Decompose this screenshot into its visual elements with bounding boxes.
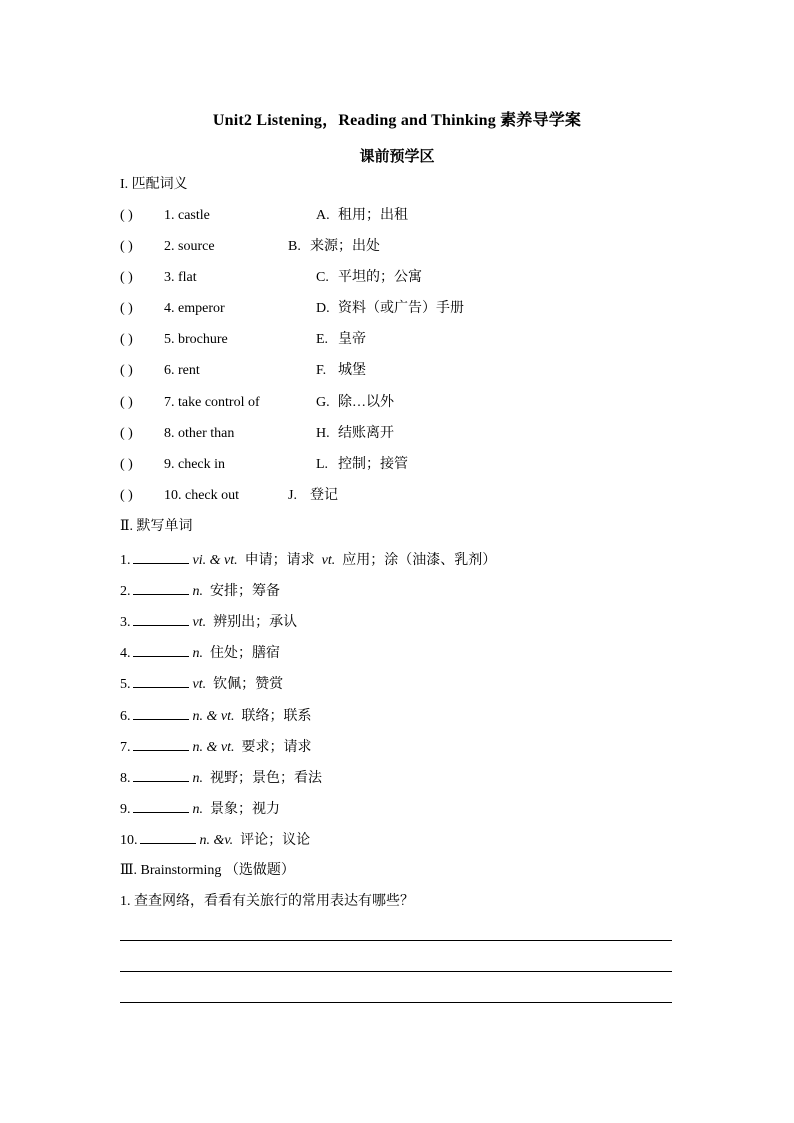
item-number: 2. — [120, 584, 131, 599]
word-blank[interactable] — [133, 767, 189, 782]
word-meaning: 申请；请求 — [244, 553, 315, 568]
answer-blank[interactable]: ( ) — [120, 426, 133, 441]
option-meaning: 资料（或广告）手册 — [338, 301, 464, 316]
term: 8. other than — [164, 426, 235, 441]
matching-option — [316, 393, 394, 413]
part-of-speech: n. & vt. — [192, 709, 235, 724]
matching-option — [316, 299, 464, 319]
word-meaning: 钦佩；赞赏 — [213, 677, 284, 692]
option-meaning: 皇帝 — [338, 332, 366, 347]
part-of-speech: n. &v. — [199, 833, 234, 848]
dictation-item — [120, 673, 283, 695]
dictation-item — [120, 736, 312, 758]
matching-option — [316, 330, 366, 350]
word-meaning: 要求；请求 — [241, 740, 312, 755]
answer-line[interactable] — [120, 1002, 672, 1003]
item-number: 3. — [120, 615, 131, 630]
option-meaning: 租用；出租 — [338, 208, 408, 223]
word-meaning: 联络；联系 — [241, 709, 312, 724]
matching-item — [120, 486, 239, 506]
part-of-speech: n. — [192, 802, 203, 817]
item-number: 7. — [120, 740, 131, 755]
matching-item — [120, 455, 225, 475]
option-letter: E. — [316, 332, 329, 347]
option-letter: B. — [288, 239, 301, 254]
matching-item — [120, 299, 225, 319]
section-2-heading: Ⅱ. 默写单词 — [120, 519, 193, 534]
word-meaning: 安排；筹备 — [210, 584, 280, 599]
term: 10. check out — [164, 488, 240, 503]
page-title: Unit2 Listening，Reading and Thinking 素养导学案 — [212, 112, 582, 129]
matching-option — [288, 237, 380, 257]
matching-item — [120, 268, 197, 288]
term: 3. flat — [164, 270, 197, 285]
dictation-item — [120, 767, 322, 789]
word-meaning: 辨别出；承认 — [213, 615, 298, 630]
answer-blank[interactable]: ( ) — [120, 332, 133, 347]
matching-option — [316, 424, 394, 444]
matching-item — [120, 206, 210, 226]
term: 1. castle — [164, 208, 210, 223]
item-number: 9. — [120, 802, 131, 817]
matching-item — [120, 361, 200, 381]
term: 2. source — [164, 239, 215, 254]
dictation-item — [120, 705, 312, 727]
answer-blank[interactable]: ( ) — [120, 363, 133, 378]
answer-blank[interactable]: ( ) — [120, 488, 133, 503]
option-letter: A. — [316, 208, 330, 223]
option-letter: F. — [316, 363, 327, 378]
dictation-item — [120, 829, 310, 851]
word-meaning: 视野；景色；看法 — [210, 771, 322, 786]
answer-blank[interactable]: ( ) — [120, 457, 133, 472]
matching-item — [120, 237, 215, 257]
matching-option — [316, 361, 366, 381]
part-of-speech: vt. — [192, 677, 207, 692]
option-meaning: 登记 — [310, 488, 338, 503]
dictation-item — [120, 798, 280, 820]
dictation-item — [120, 611, 297, 633]
option-meaning: 除…以外 — [338, 395, 394, 410]
term: 4. emperor — [164, 301, 225, 316]
brainstorm-question: 1. 查查网络，看看有关旅行的常用表达有哪些？ — [120, 894, 414, 909]
word-meaning: 应用；涂（油漆、乳剂） — [342, 553, 497, 568]
part-of-speech: n. — [192, 771, 203, 786]
item-number: 1. — [120, 553, 131, 568]
word-blank[interactable] — [133, 736, 189, 751]
word-blank[interactable] — [133, 798, 189, 813]
part-of-speech: n. — [192, 646, 203, 661]
matching-item — [120, 393, 260, 413]
item-number: 5. — [120, 677, 131, 692]
word-blank[interactable] — [133, 580, 189, 595]
item-number: 10. — [120, 833, 138, 848]
answer-blank[interactable]: ( ) — [120, 208, 133, 223]
option-meaning: 城堡 — [338, 363, 366, 378]
item-number: 6. — [120, 709, 131, 724]
page-subtitle: 课前预学区 — [359, 149, 435, 165]
part-of-speech: vt. — [192, 615, 207, 630]
item-number: 4. — [120, 646, 131, 661]
item-number: 8. — [120, 771, 131, 786]
term: 9. check in — [164, 457, 226, 472]
section-3-heading: Ⅲ. Brainstorming （选做题） — [120, 863, 295, 878]
option-letter: D. — [316, 301, 330, 316]
answer-line[interactable] — [120, 971, 672, 972]
word-blank[interactable] — [133, 549, 189, 564]
option-letter: G. — [316, 395, 330, 410]
word-meaning: 景象；视力 — [210, 802, 280, 817]
option-letter: H. — [316, 426, 330, 441]
part-of-speech: vi. & vt. — [192, 553, 238, 568]
word-blank[interactable] — [140, 829, 196, 844]
option-letter: L. — [316, 457, 329, 472]
answer-blank[interactable]: ( ) — [120, 395, 133, 410]
matching-item — [120, 330, 228, 350]
term: 5. brochure — [164, 332, 228, 347]
part-of-speech: vt. — [321, 553, 336, 568]
part-of-speech: n. & vt. — [192, 740, 235, 755]
option-meaning: 控制；接管 — [338, 457, 408, 472]
option-letter: C. — [316, 270, 329, 285]
dictation-item — [120, 549, 496, 571]
dictation-item — [120, 580, 280, 602]
term: 6. rent — [164, 363, 200, 378]
answer-blank[interactable]: ( ) — [120, 239, 133, 254]
matching-option — [316, 268, 422, 288]
part-of-speech: n. — [192, 584, 203, 599]
option-meaning: 来源；出处 — [310, 239, 380, 254]
word-blank[interactable] — [133, 642, 189, 657]
term: 7. take control of — [164, 395, 260, 410]
matching-option — [288, 486, 338, 506]
word-meaning: 评论；议论 — [240, 833, 311, 848]
word-blank[interactable] — [133, 673, 189, 688]
matching-item — [120, 424, 234, 444]
answer-blank[interactable]: ( ) — [120, 301, 133, 316]
word-blank[interactable] — [133, 705, 189, 720]
answer-line[interactable] — [120, 940, 672, 941]
dictation-item — [120, 642, 280, 664]
word-meaning: 住处；膳宿 — [210, 646, 280, 661]
section-1-heading: I. 匹配词义 — [120, 177, 188, 192]
answer-blank[interactable]: ( ) — [120, 270, 133, 285]
matching-option — [316, 206, 408, 226]
matching-option — [316, 455, 408, 475]
option-meaning: 结账离开 — [338, 426, 394, 441]
word-blank[interactable] — [133, 611, 189, 626]
option-meaning: 平坦的；公寓 — [338, 270, 422, 285]
option-letter: J. — [288, 488, 297, 503]
